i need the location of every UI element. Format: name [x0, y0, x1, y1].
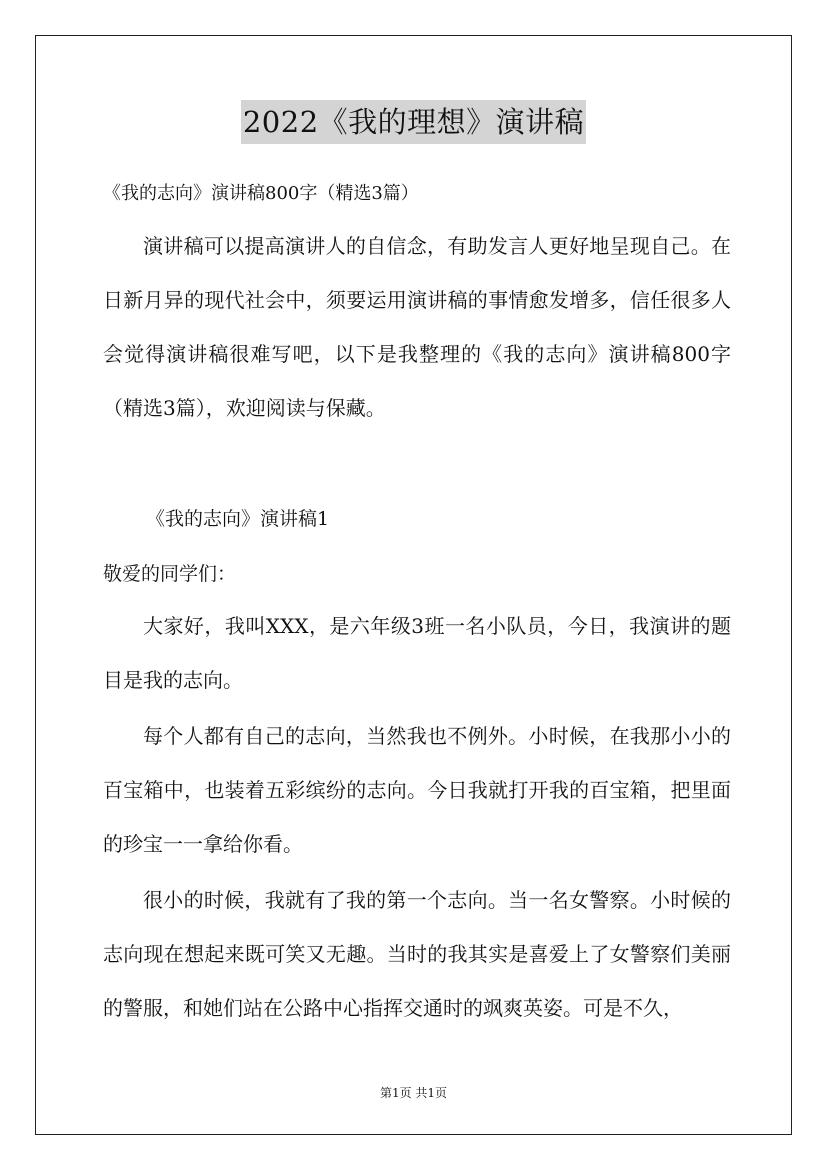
section-heading: 《我的志向》演讲稿1 — [146, 508, 330, 530]
body-paragraph-3: 很小的时候，我就有了我的第一个志向。当一名女警察。小时候的志向现在想起来既可笑又无趣。当时的我其实是喜爱上了女警察们美丽的警服，和她们站在公路中心指挥交通时的飒爽英姿。可是不久， — [103, 888, 731, 1020]
document-title: 2022《我的理想》演讲稿 — [241, 100, 586, 144]
page-footer: 第1页 共1页 — [379, 1086, 448, 1100]
document-title-wrap — [0, 100, 827, 144]
body-paragraph-1: 大家好，我叫XXX，是六年级3班一名小队员，今日，我演讲的题目是我的志向。 — [103, 614, 731, 692]
document-subtitle: 《我的志向》演讲稿800字（精选3篇） — [103, 183, 419, 204]
body-paragraph-2: 每个人都有自己的志向，当然我也不例外。小时候，在我那小小的百宝箱中，也装着五彩缤纷的志向。今日我就打开我的百宝箱，把里面的珍宝一一拿给你看。 — [103, 724, 731, 856]
intro-paragraph: 演讲稿可以提高演讲人的自信念，有助发言人更好地呈现自己。在日新月异的现代社会中，须要运用演讲稿的事情愈发增多，信任很多人会觉得演讲稿很难写吧，以下是我整理的《我的志向》演讲稿800字（精选3篇），欢迎阅读与保藏。 — [103, 234, 731, 420]
salutation: 敬爱的同学们： — [103, 563, 237, 585]
